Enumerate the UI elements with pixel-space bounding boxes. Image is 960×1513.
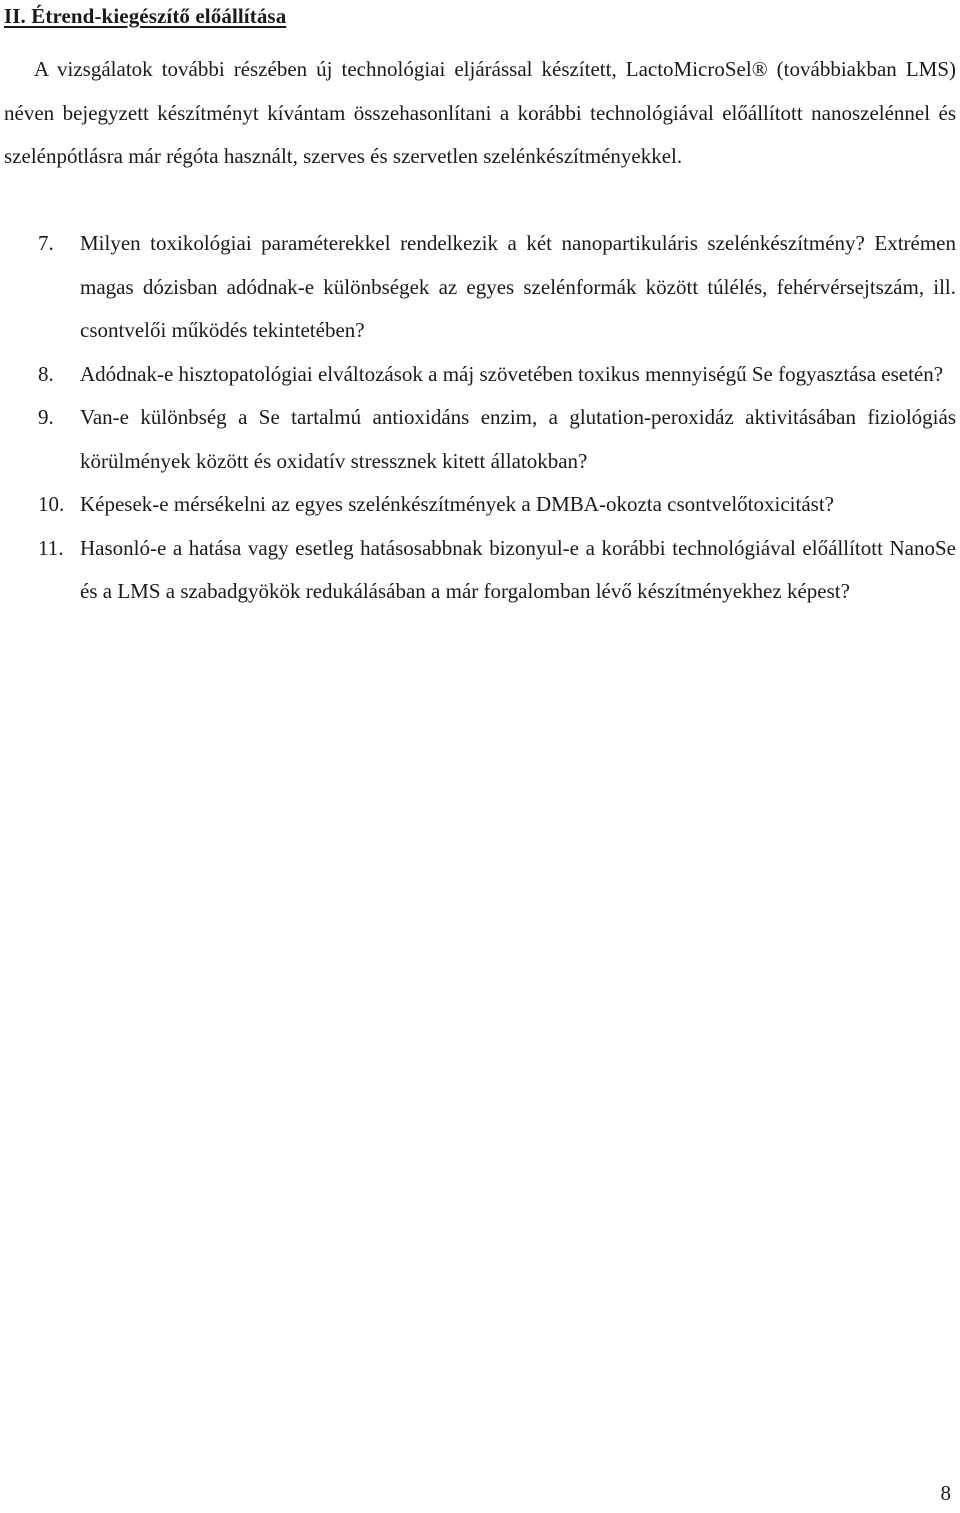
question-item — [4, 527, 956, 614]
question-item — [4, 222, 956, 353]
question-text: Hasonló-e a hatása vagy esetleg hatásosabbnak bizonyul-e a korábbi technológiával előállított NanoSe és a LMS a szabadgyökök redukálásában a már forgalomban lévő készítményekhez képest? — [80, 535, 956, 603]
question-item — [4, 483, 956, 527]
section-heading: II. Étrend-kiegészítő előállítása — [4, 4, 287, 28]
question-text: Milyen toxikológiai paraméterekkel rendelkezik a két nanopartikuláris szelénkészítmény? Extrémen magas dózisban adódnak-e különbségek az egyes szelénformák között túlélés, fehérvérsejtszám, ill. csontvelői működés tekintetében? — [80, 231, 956, 342]
question-text: Van-e különbség a Se tartalmú antioxidáns enzim, a glutation-peroxidáz aktivitásában fiziológiás körülmények között és oxidatív stressznek kitett állatokban? — [80, 405, 956, 473]
question-number: 9. — [38, 405, 54, 429]
page-number: 8 — [940, 1481, 951, 1505]
question-item — [4, 396, 956, 483]
question-list — [4, 222, 956, 614]
question-number: 7. — [38, 231, 54, 255]
question-number: 10. — [38, 492, 65, 516]
question-text: Adódnak-e hisztopatológiai elváltozások a máj szövetében toxikus mennyiségű Se fogyasztása esetén? — [80, 361, 944, 386]
question-text: Képesek-e mérsékelni az egyes szelénkészítmények a DMBA-okozta csontvelőtoxicitást? — [80, 492, 834, 516]
intro-paragraph: A vizsgálatok további részében új technológiai eljárással készített, LactoMicroSel® (továbbiakban LMS) néven bejegyzett készítményt kívántam összehasonlítani a korábbi technológiával előállított nanoszelénnel és szelénpótlásra már régóta használt, szerves és szervetlen szelénkészítményekkel. — [4, 57, 956, 168]
question-number: 8. — [38, 361, 54, 386]
question-number: 11. — [38, 535, 64, 560]
question-item — [4, 353, 956, 397]
